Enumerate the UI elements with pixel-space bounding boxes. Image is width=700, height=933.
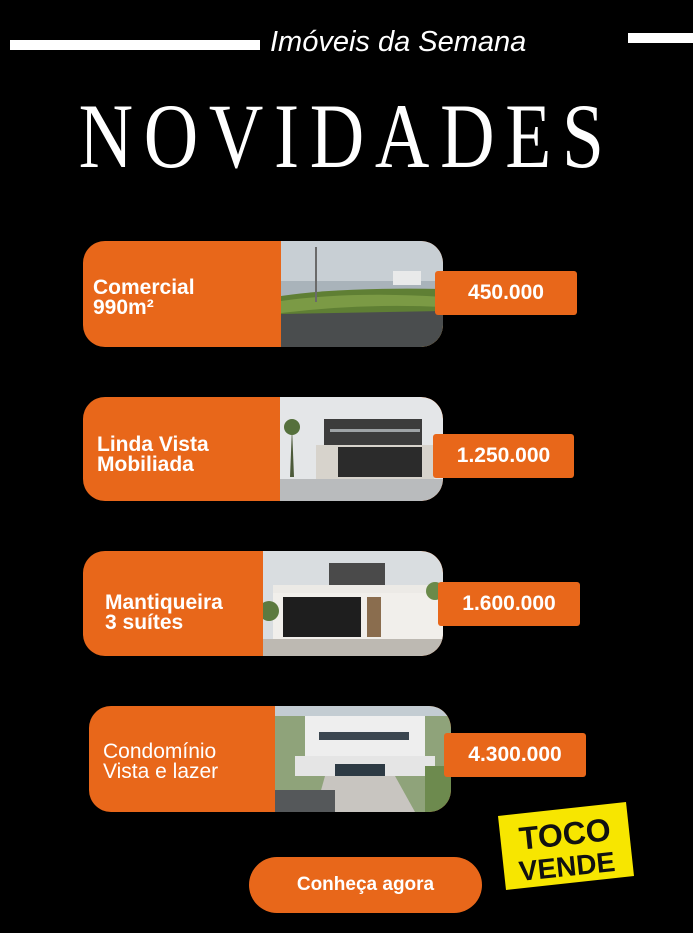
listing-title <box>93 278 195 318</box>
tagline: Imóveis da Semana <box>270 26 527 58</box>
page-title: NOVIDADES <box>78 85 615 187</box>
listing-card[interactable] <box>83 551 443 656</box>
listing-title <box>103 742 218 782</box>
listing-card[interactable] <box>83 397 443 501</box>
listing-card[interactable] <box>83 241 443 347</box>
listing-title-line2: 990m² <box>93 296 154 319</box>
listing-title-line1: Mantiqueira <box>105 591 223 614</box>
empty-lot-photo <box>281 241 443 347</box>
listing-price: 1.250.000 <box>433 434 574 478</box>
listing-title-line2: 3 suítes <box>105 611 184 634</box>
listing-title <box>97 435 209 475</box>
logo-line1: TOCO <box>517 811 613 857</box>
listing-price: 4.300.000 <box>444 733 586 777</box>
listing-title-line2: Mobiliada <box>97 453 194 476</box>
listing-title-line2: Vista e lazer <box>103 760 219 783</box>
listing-price: 450.000 <box>435 271 577 315</box>
listing-title-line1: Comercial <box>93 276 195 299</box>
gated-house-photo <box>263 551 443 656</box>
condo-house-photo <box>275 706 451 812</box>
logo-line2: VENDE <box>517 846 617 888</box>
listing-title-line1: Linda Vista <box>97 433 209 456</box>
cta-button[interactable]: Conheça agora <box>249 857 482 913</box>
listing-price: 1.600.000 <box>438 582 580 626</box>
toco-vende-logo <box>498 802 634 890</box>
decorative-bar-right <box>628 33 693 43</box>
listing-title-line1: Condomínio <box>103 740 217 763</box>
listing-title <box>105 593 223 633</box>
modern-house-photo <box>280 397 443 501</box>
listing-card[interactable] <box>89 706 451 812</box>
decorative-bar-left <box>10 40 260 50</box>
